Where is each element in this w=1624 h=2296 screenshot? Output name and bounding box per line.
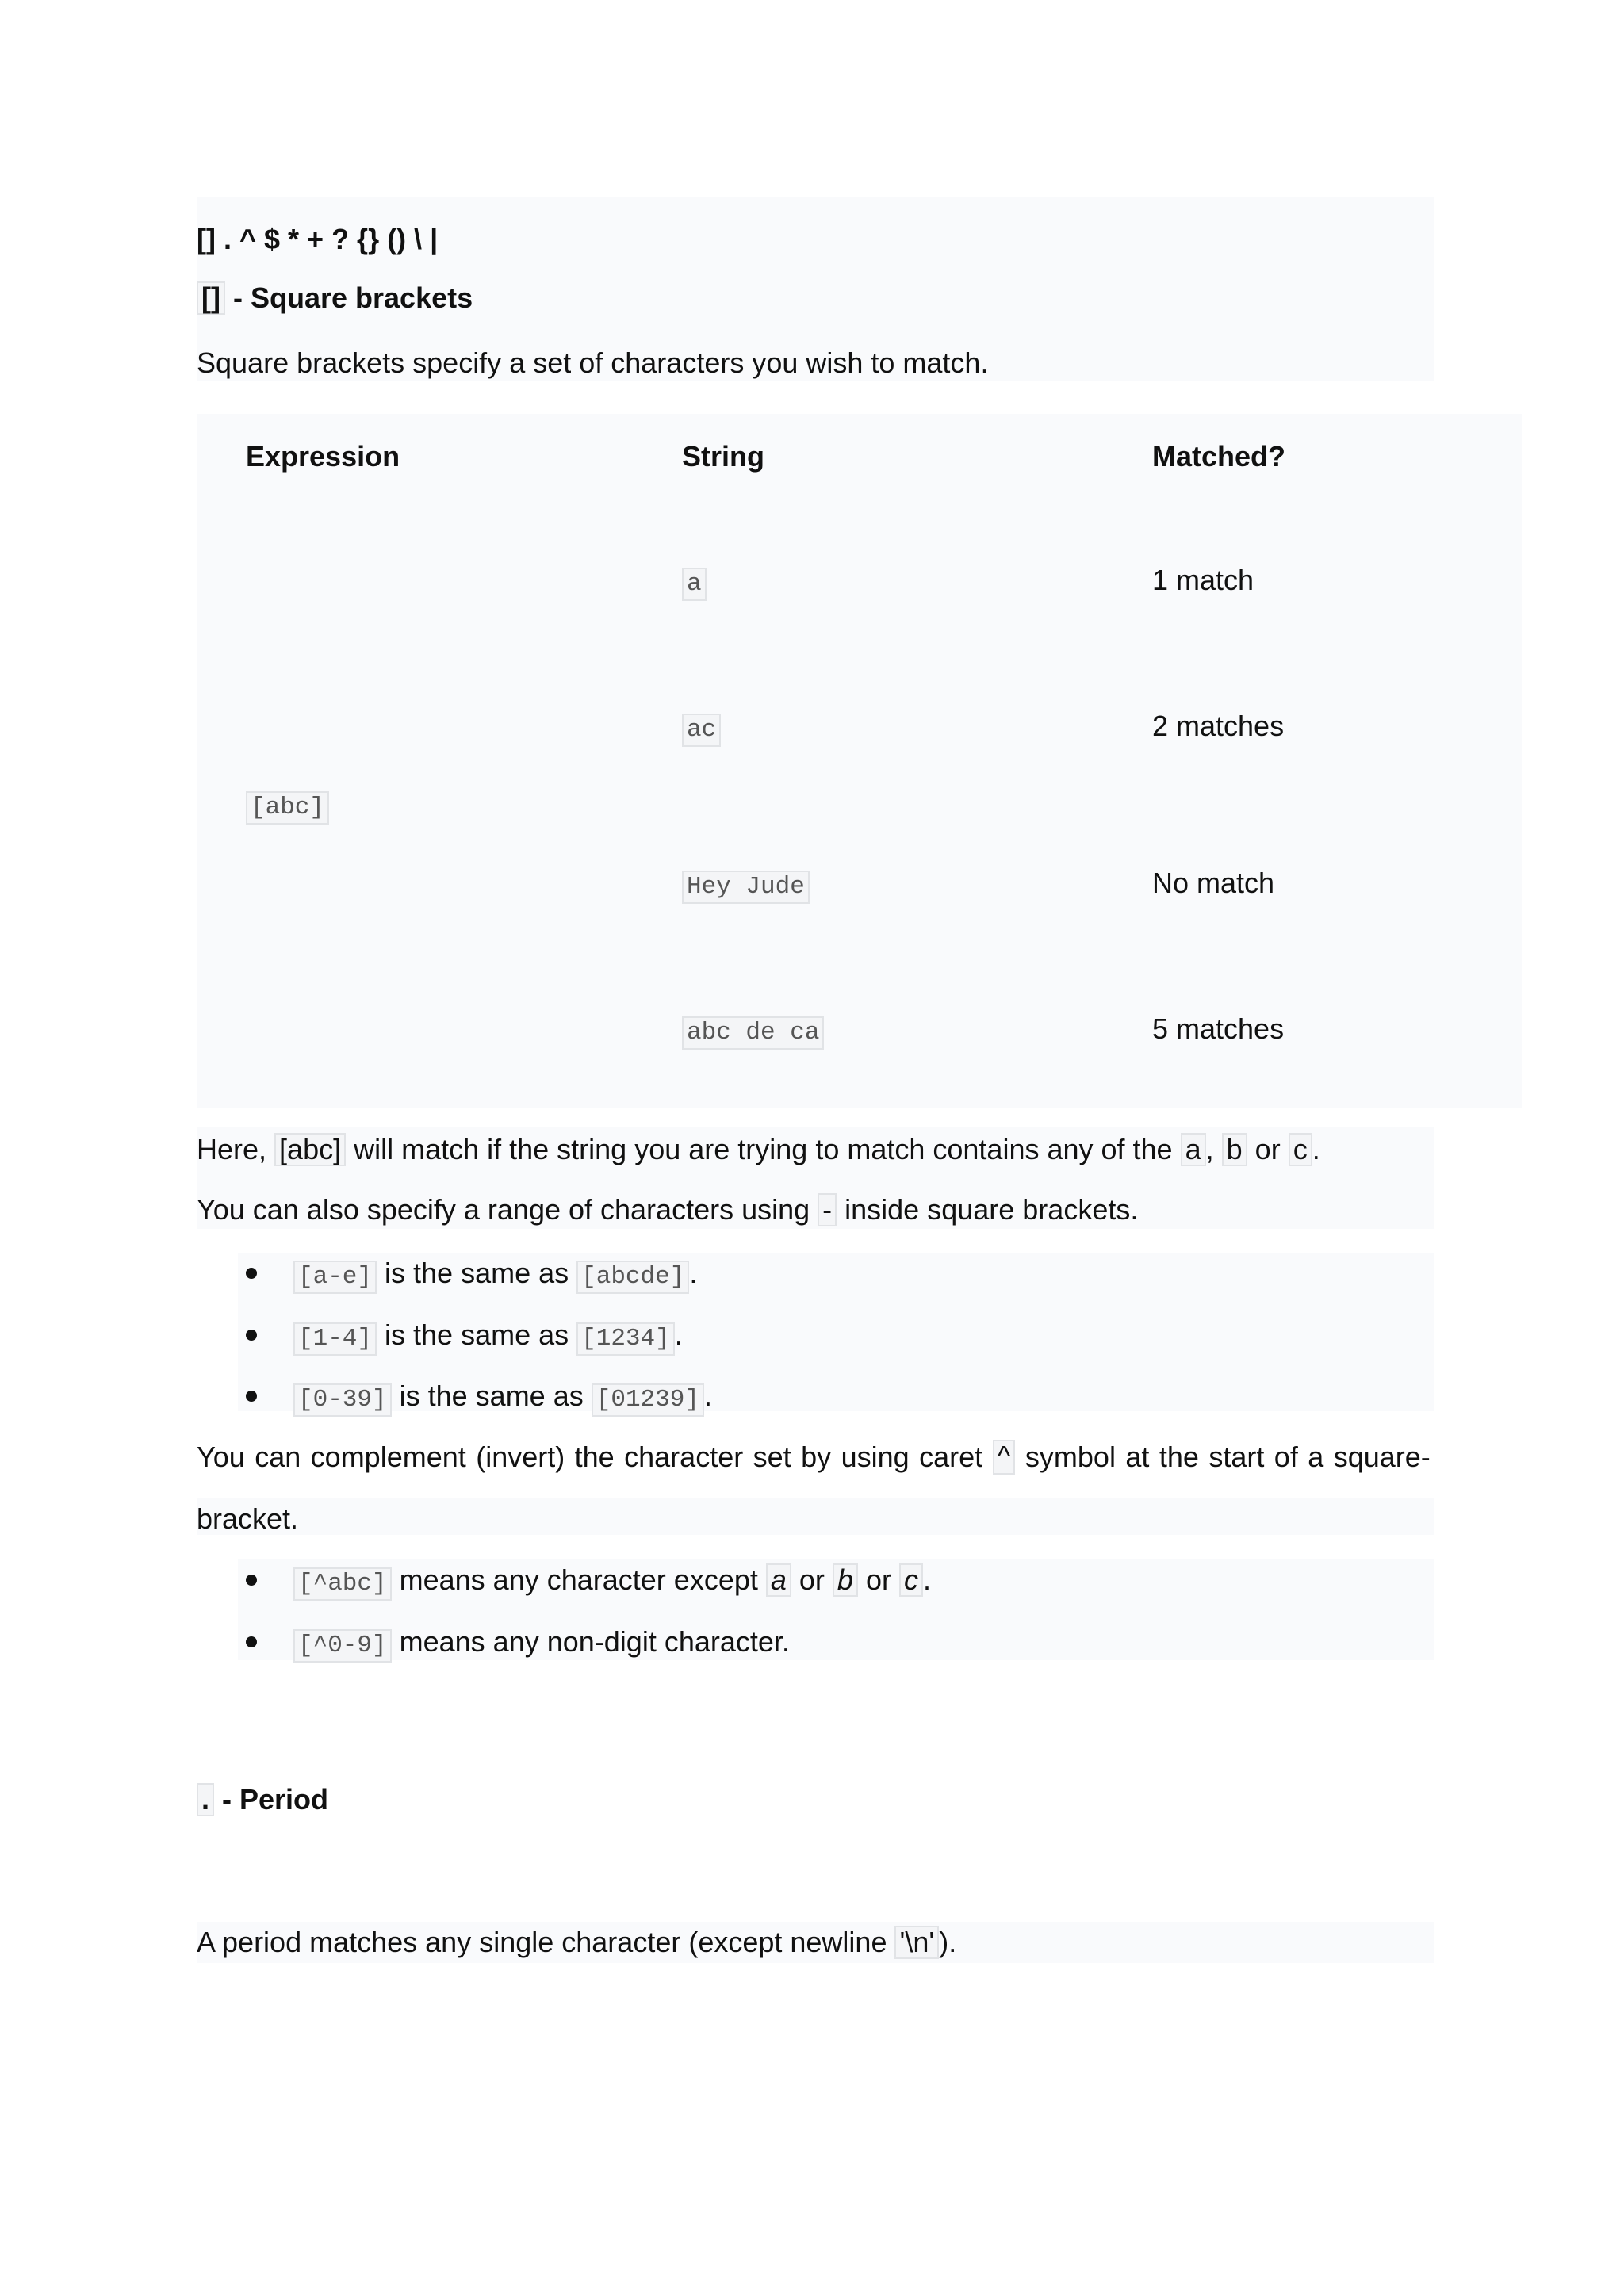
period-title: - Period [214,1783,329,1816]
list-item [293,1256,697,1294]
table-row [682,709,721,747]
range-paragraph [197,1192,1138,1227]
list-item-or: or [857,1563,899,1596]
range-code: [1-4] [293,1322,377,1356]
range-code: - [818,1193,837,1226]
list-item-text: is the same as [377,1318,577,1351]
square-brackets-heading [197,281,473,316]
complement-line-1 [197,1440,1431,1475]
table-row [682,1012,824,1050]
square-brackets-description: Square brackets specify a set of characters you wish to match. [197,346,989,379]
range-equivalent-code: [01239] [592,1383,704,1417]
range-equivalent-code: [1234] [576,1322,675,1356]
table-header-matched: Matched? [1152,440,1286,473]
complement-band [197,1498,1434,1535]
table-row-matched: No match [1152,867,1275,899]
symbols-heading: [] . ^ $ * + ? {} () \ | [197,223,439,255]
string-code: abc de ca [682,1016,824,1050]
string-code: Hey Jude [682,871,810,904]
period-desc-suffix: ). [939,1926,957,1958]
complement-word: symbol [1025,1441,1116,1473]
list-item-text: means any character except [391,1563,766,1596]
square-brackets-title: - Square brackets [224,281,473,314]
list-item-or: or [791,1563,833,1596]
string-code: ac [682,714,721,747]
table-band [197,414,1522,1108]
table-expression-cell [246,786,329,825]
bullet-icon [246,1636,257,1647]
complement-word: of [1274,1441,1298,1473]
list-item-end: . [674,1318,683,1351]
list-item-text: means any non-digit character. [391,1625,790,1658]
complement-word: the [1159,1441,1199,1473]
complement-word: at [1125,1441,1150,1473]
complement-word: can [255,1441,301,1473]
table-header-string: String [682,440,764,473]
negated-set-code: [^abc] [293,1567,392,1601]
here-middle: will match if the string you are trying to match contains any of the [346,1133,1181,1165]
complement-word: a [1308,1441,1324,1473]
period-code: . [197,1783,214,1816]
list-item-end: . [689,1257,698,1289]
complement-line-2: bracket. [197,1502,299,1535]
here-prefix: Here, [197,1133,275,1165]
complement-word: character [624,1441,744,1473]
char-a: a [766,1563,791,1597]
range-prefix: You can also specify a range of characters using [197,1193,818,1226]
complement-word: using [841,1441,910,1473]
complement-word: (invert) [476,1441,565,1473]
list-item-end: . [922,1563,931,1596]
period-heading [197,1782,328,1817]
list-item-text: is the same as [377,1257,577,1289]
table-row [682,563,707,601]
complement-word: You [197,1441,245,1473]
bullet-icon [246,1575,257,1586]
range-code: [a-e] [293,1261,377,1294]
complement-word: by [801,1441,832,1473]
list-item [293,1563,931,1601]
table-row-matched: 1 match [1152,564,1254,596]
caret-code: ^ [993,1440,1016,1475]
here-c: c [1289,1133,1312,1166]
here-code: [abc] [274,1133,346,1166]
char-b: b [833,1563,858,1597]
list-item [293,1318,683,1356]
list-item-end: . [703,1380,712,1412]
bullet-icon [246,1268,257,1279]
expression-code: [abc] [246,791,329,825]
square-brackets-code: [] [197,281,225,315]
table-row-matched: 5 matches [1152,1012,1285,1045]
here-paragraph [197,1132,1320,1167]
complement-word: set [753,1441,791,1473]
list-item-text: is the same as [391,1380,592,1412]
here-end: . [1312,1133,1320,1165]
list-item [293,1624,790,1663]
range-code: [0-39] [293,1383,392,1417]
period-desc-prefix: A period matches any single character (except newline [197,1926,895,1958]
char-c: c [899,1563,923,1597]
bullet-icon [246,1391,257,1402]
here-b: b [1222,1133,1247,1166]
table-row-matched: 2 matches [1152,710,1285,742]
range-suffix: inside square brackets. [837,1193,1139,1226]
here-sep2: or [1247,1133,1289,1165]
period-description [197,1925,956,1960]
here-a: a [1181,1133,1206,1166]
complement-word: square- [1333,1441,1431,1473]
complement-word: start [1208,1441,1265,1473]
list-item [293,1379,712,1417]
range-equivalent-code: [abcde] [576,1261,689,1294]
table-header-expression: Expression [246,440,400,473]
negated-set-code: [^0-9] [293,1629,392,1663]
complement-word: complement [310,1441,466,1473]
complement-word: caret [919,1441,983,1473]
bullet-icon [246,1330,257,1341]
complement-word: the [574,1441,615,1473]
table-row [682,866,810,904]
here-sep1: , [1205,1133,1222,1165]
string-code: a [682,568,707,601]
newline-code: '\n' [894,1926,939,1959]
